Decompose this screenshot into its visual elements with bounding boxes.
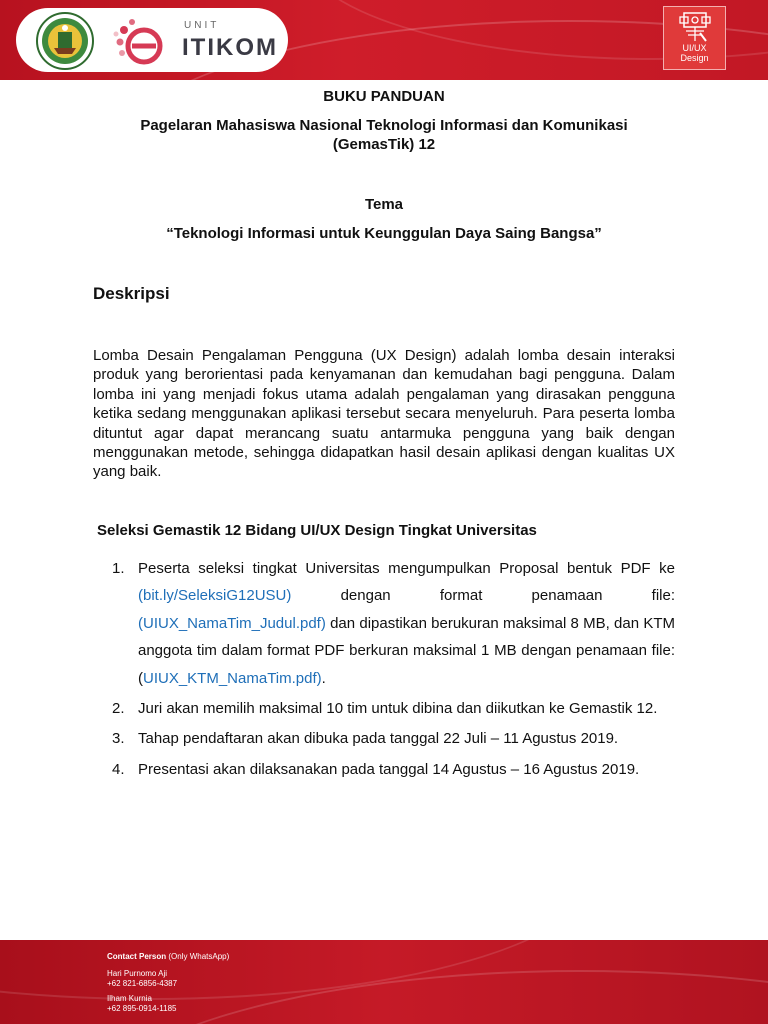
proposal-filename-format[interactable]: (UIUX_NamaTim_Judul.pdf) [138,614,326,632]
footer-band [0,940,768,1024]
logo-pill [16,8,288,72]
theme-quote: “Teknologi Informasi untuk Keunggulan Daya Saing Bangsa” [166,225,602,242]
list-item [112,725,675,752]
brand-name: ITIKOM [182,34,278,61]
list-number: 3. [112,730,125,748]
contact-name: Hari Purnomo Aji [107,968,168,978]
list-item-text: Tahap pendaftaran akan dibuka pada tanggal 22 Juli – 11 Agustus 2019. [138,730,619,748]
ktm-filename-format[interactable]: UIUX_KTM_NamaTim.pdf) [143,669,322,687]
text-segment: dan dipastikan berukuran maksimal 8 MB, dan KTM anggota tim dalam format PDF berkuran maksimal 1 MB dengan penamaan file: ( [138,614,675,687]
submission-link[interactable]: (bit.ly/SeleksiG12USU) [138,587,292,605]
brand-unit-label: UNIT [184,20,220,31]
list-item [112,695,675,722]
list-item [112,555,675,692]
list-item-text: Presentasi akan dilaksanakan pada tanggal 14 Agustus – 16 Agustus 2019. [138,760,640,778]
list-number: 1. [112,560,125,577]
contact-phone: +62 821-6856-4387 [107,979,178,988]
list-item-text: Juri akan memilih maksimal 10 tim untuk dibina dan diikutkan ke Gemastik 12. [138,700,658,718]
list-number: 2. [112,700,125,718]
requirements-list [112,555,675,786]
header-band [0,0,768,80]
theme-label: Tema [364,196,404,213]
text-segment: dengan format penamaan file: [291,587,675,605]
description-paragraph: Lomba Desain Pengalaman Pengguna (UX Design) adalah lomba desain interaksi produk yang berorientasi pada kenyamanan dan kemudahan bagi pengguna. Dalam lomba ini yang menjadi fokus utama adalah pengalaman yang dirasakan pengguna ketika sedang menggunakan aplikasi tersebut secara menyeluruh. Para peserta lomba dituntut agar dapat merancang suatu antarmuka pengguna yang baik dengan menggunakan metode, sehingga didapatkan hasil desain aplikasi dengan kualitas UX yang baik. [93,347,675,481]
text-segment: . [321,669,326,687]
badge-line-1: UI/UX [682,43,707,53]
list-item-text [138,555,675,692]
contact-heading [107,952,229,963]
list-item [112,756,675,783]
university-seal-icon [36,12,94,70]
text-segment: Peserta seleksi tingkat Universitas mengumpulkan Proposal bentuk PDF ke [138,560,675,577]
document-title: BUKU PANDUAN [323,88,445,105]
contact-block [107,952,229,1015]
subtitle-line-2: (GemasTik) 12 [332,136,436,153]
document-subtitle [60,116,708,154]
uiux-design-icon [678,11,712,43]
list-number: 4. [112,760,125,778]
uiux-design-badge [663,6,726,70]
contact-heading-text: Contact Person [107,952,167,961]
contact-phone: +62 895-0914-1185 [107,1004,177,1013]
contact-name: Ilham Kurnia [107,993,152,1003]
subtitle-line-1: Pagelaran Mahasiswa Nasional Teknologi Informasi dan Komunikasi [140,117,628,134]
badge-line-2: Design [680,53,709,63]
selection-heading: Seleksi Gemastik 12 Bidang UI/UX Design Tingkat Universitas [97,522,537,539]
itikom-logo-icon [110,16,174,68]
contact-note: (Only WhatsApp) [168,952,230,961]
section-heading-deskripsi: Deskripsi [93,284,170,303]
